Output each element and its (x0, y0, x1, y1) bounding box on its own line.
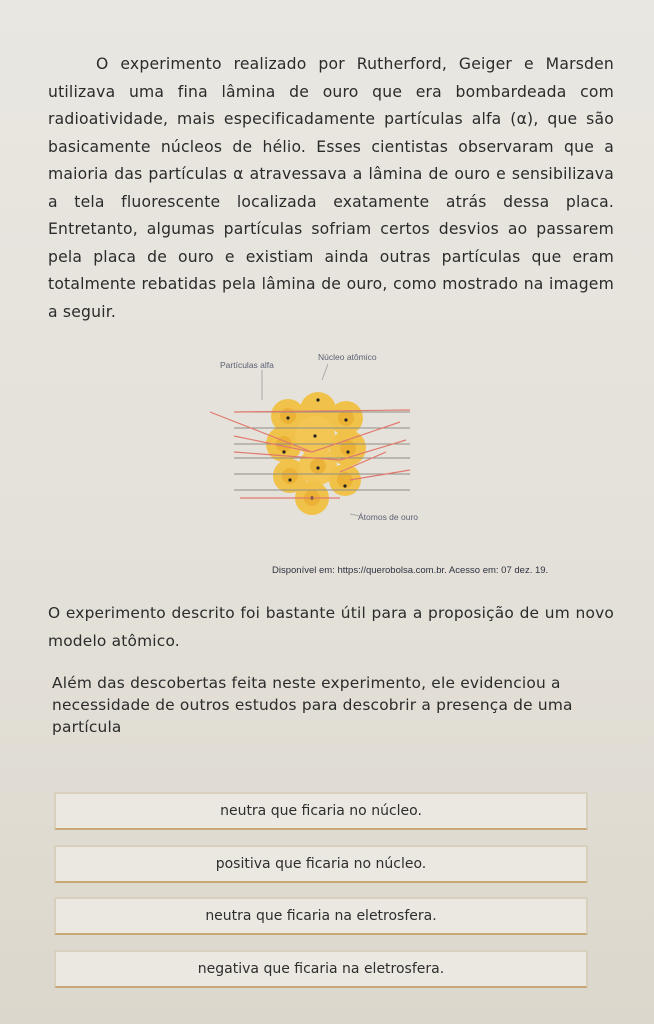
answer-option-label: neutra que ficaria no núcleo. (220, 803, 422, 819)
observation-paragraph: O experimento descrito foi bastante útil para a proposição de um novo modelo atômico. (48, 604, 614, 650)
nucleus-pointer-line (322, 364, 328, 380)
answer-option-label: positiva que ficaria no núcleo. (215, 856, 427, 872)
source-citation: Disponível em: https://querobolsa.com.br. Acesso em: 07 dez. 19. (272, 565, 549, 576)
label-gold-atoms: Átomos de ouro (358, 512, 419, 522)
question-prompt: Além das descobertas feita neste experimento, ele evidenciou a necessidade de outros estudos para descobrir a presença de uma partícula (52, 674, 573, 736)
answer-option-b[interactable] (54, 845, 588, 883)
answer-option-label: negativa que ficaria na eletrosfera. (197, 961, 445, 977)
answer-option-c[interactable] (54, 897, 588, 935)
label-alpha-particles: Partículas alfa (220, 360, 274, 370)
intro-paragraph: O experimento realizado por Rutherford, Geiger e Marsden utilizava uma fina lâmina de ouro que era bombardeada com radioatividade, mais especificadamente partículas alfa (α), que são basicamente núcleos de hélio. Esses cientistas observaram que a maioria das partículas α atravessava a lâmina de ouro e sensibilizava a tela fluorescente localizada exatamente atrás dessa placa. Entretanto, algumas partículas sofriam certos desvios ao passarem pela placa de ouro e existiam ainda outras partículas que eram totalmente rebatidas pela lâmina de ouro, como mostrado na imagem a seguir. (48, 55, 614, 321)
gold-foil-diagram (200, 340, 470, 530)
rutherford-figure (200, 340, 470, 530)
answer-option-d[interactable] (54, 950, 588, 988)
label-atomic-nucleus: Núcleo atômico (318, 352, 377, 362)
answer-option-a[interactable] (54, 792, 588, 830)
answer-option-label: neutra que ficaria na eletrosfera. (205, 908, 437, 924)
